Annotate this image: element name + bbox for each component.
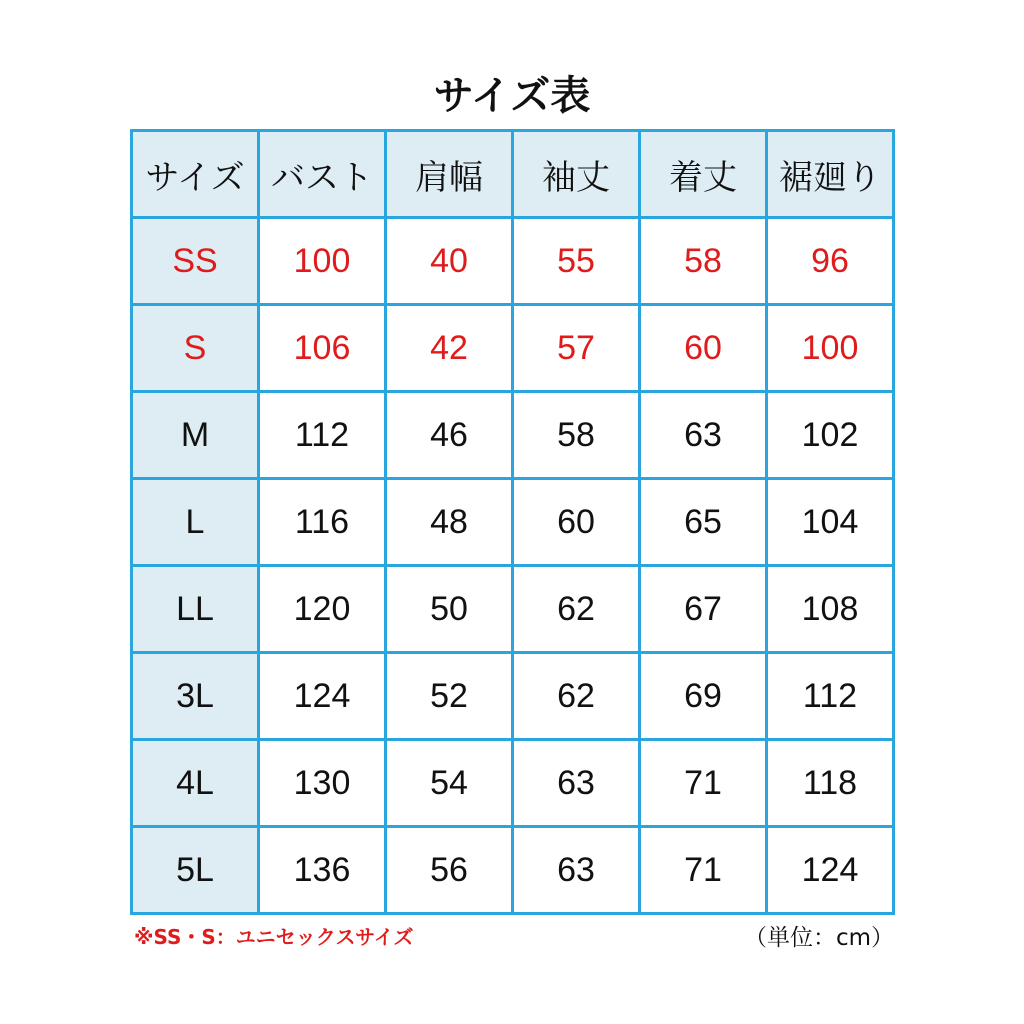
sleeve-cell: 63 — [513, 827, 640, 914]
length-cell: 69 — [640, 653, 767, 740]
hem-cell: 118 — [767, 740, 894, 827]
table-row — [132, 827, 894, 914]
shoulder-cell: 50 — [386, 566, 513, 653]
bust-cell: 112 — [259, 392, 386, 479]
header-hem: 裾廻り — [767, 131, 894, 218]
hem-cell: 102 — [767, 392, 894, 479]
length-cell: 71 — [640, 827, 767, 914]
header-bust: バスト — [259, 131, 386, 218]
header-length: 着丈 — [640, 131, 767, 218]
bust-cell: 116 — [259, 479, 386, 566]
table-row — [132, 218, 894, 305]
header-size: サイズ — [132, 131, 259, 218]
length-cell: 71 — [640, 740, 767, 827]
sleeve-cell: 60 — [513, 479, 640, 566]
shoulder-cell: 42 — [386, 305, 513, 392]
header-shoulder: 肩幅 — [386, 131, 513, 218]
sleeve-cell: 57 — [513, 305, 640, 392]
bust-cell: 136 — [259, 827, 386, 914]
size-cell: 3L — [132, 653, 259, 740]
size-cell: SS — [132, 218, 259, 305]
sleeve-cell: 62 — [513, 653, 640, 740]
table-row — [132, 305, 894, 392]
size-cell: S — [132, 305, 259, 392]
bust-cell: 124 — [259, 653, 386, 740]
sleeve-cell: 63 — [513, 740, 640, 827]
shoulder-cell: 52 — [386, 653, 513, 740]
sleeve-cell: 62 — [513, 566, 640, 653]
bust-cell: 120 — [259, 566, 386, 653]
hem-cell: 100 — [767, 305, 894, 392]
length-cell: 58 — [640, 218, 767, 305]
hem-cell: 96 — [767, 218, 894, 305]
unisex-footnote: ※SS・S：ユニセックスサイズ — [134, 925, 414, 949]
sleeve-cell: 58 — [513, 392, 640, 479]
shoulder-cell: 46 — [386, 392, 513, 479]
size-cell: LL — [132, 566, 259, 653]
size-cell: 4L — [132, 740, 259, 827]
table-header-row — [132, 131, 894, 218]
bust-cell: 106 — [259, 305, 386, 392]
hem-cell: 108 — [767, 566, 894, 653]
size-table — [130, 129, 895, 915]
table-row — [132, 740, 894, 827]
shoulder-cell: 40 — [386, 218, 513, 305]
bust-cell: 100 — [259, 218, 386, 305]
page-title: サイズ表 — [433, 73, 591, 119]
shoulder-cell: 48 — [386, 479, 513, 566]
table-row — [132, 566, 894, 653]
sleeve-cell: 55 — [513, 218, 640, 305]
unit-label: （単位：cm） — [743, 925, 894, 951]
hem-cell: 112 — [767, 653, 894, 740]
length-cell: 67 — [640, 566, 767, 653]
size-cell: L — [132, 479, 259, 566]
header-sleeve: 袖丈 — [513, 131, 640, 218]
length-cell: 60 — [640, 305, 767, 392]
bust-cell: 130 — [259, 740, 386, 827]
size-cell: M — [132, 392, 259, 479]
size-cell: 5L — [132, 827, 259, 914]
shoulder-cell: 56 — [386, 827, 513, 914]
hem-cell: 124 — [767, 827, 894, 914]
table-row — [132, 392, 894, 479]
hem-cell: 104 — [767, 479, 894, 566]
shoulder-cell: 54 — [386, 740, 513, 827]
length-cell: 63 — [640, 392, 767, 479]
table-row — [132, 479, 894, 566]
length-cell: 65 — [640, 479, 767, 566]
table-row — [132, 653, 894, 740]
